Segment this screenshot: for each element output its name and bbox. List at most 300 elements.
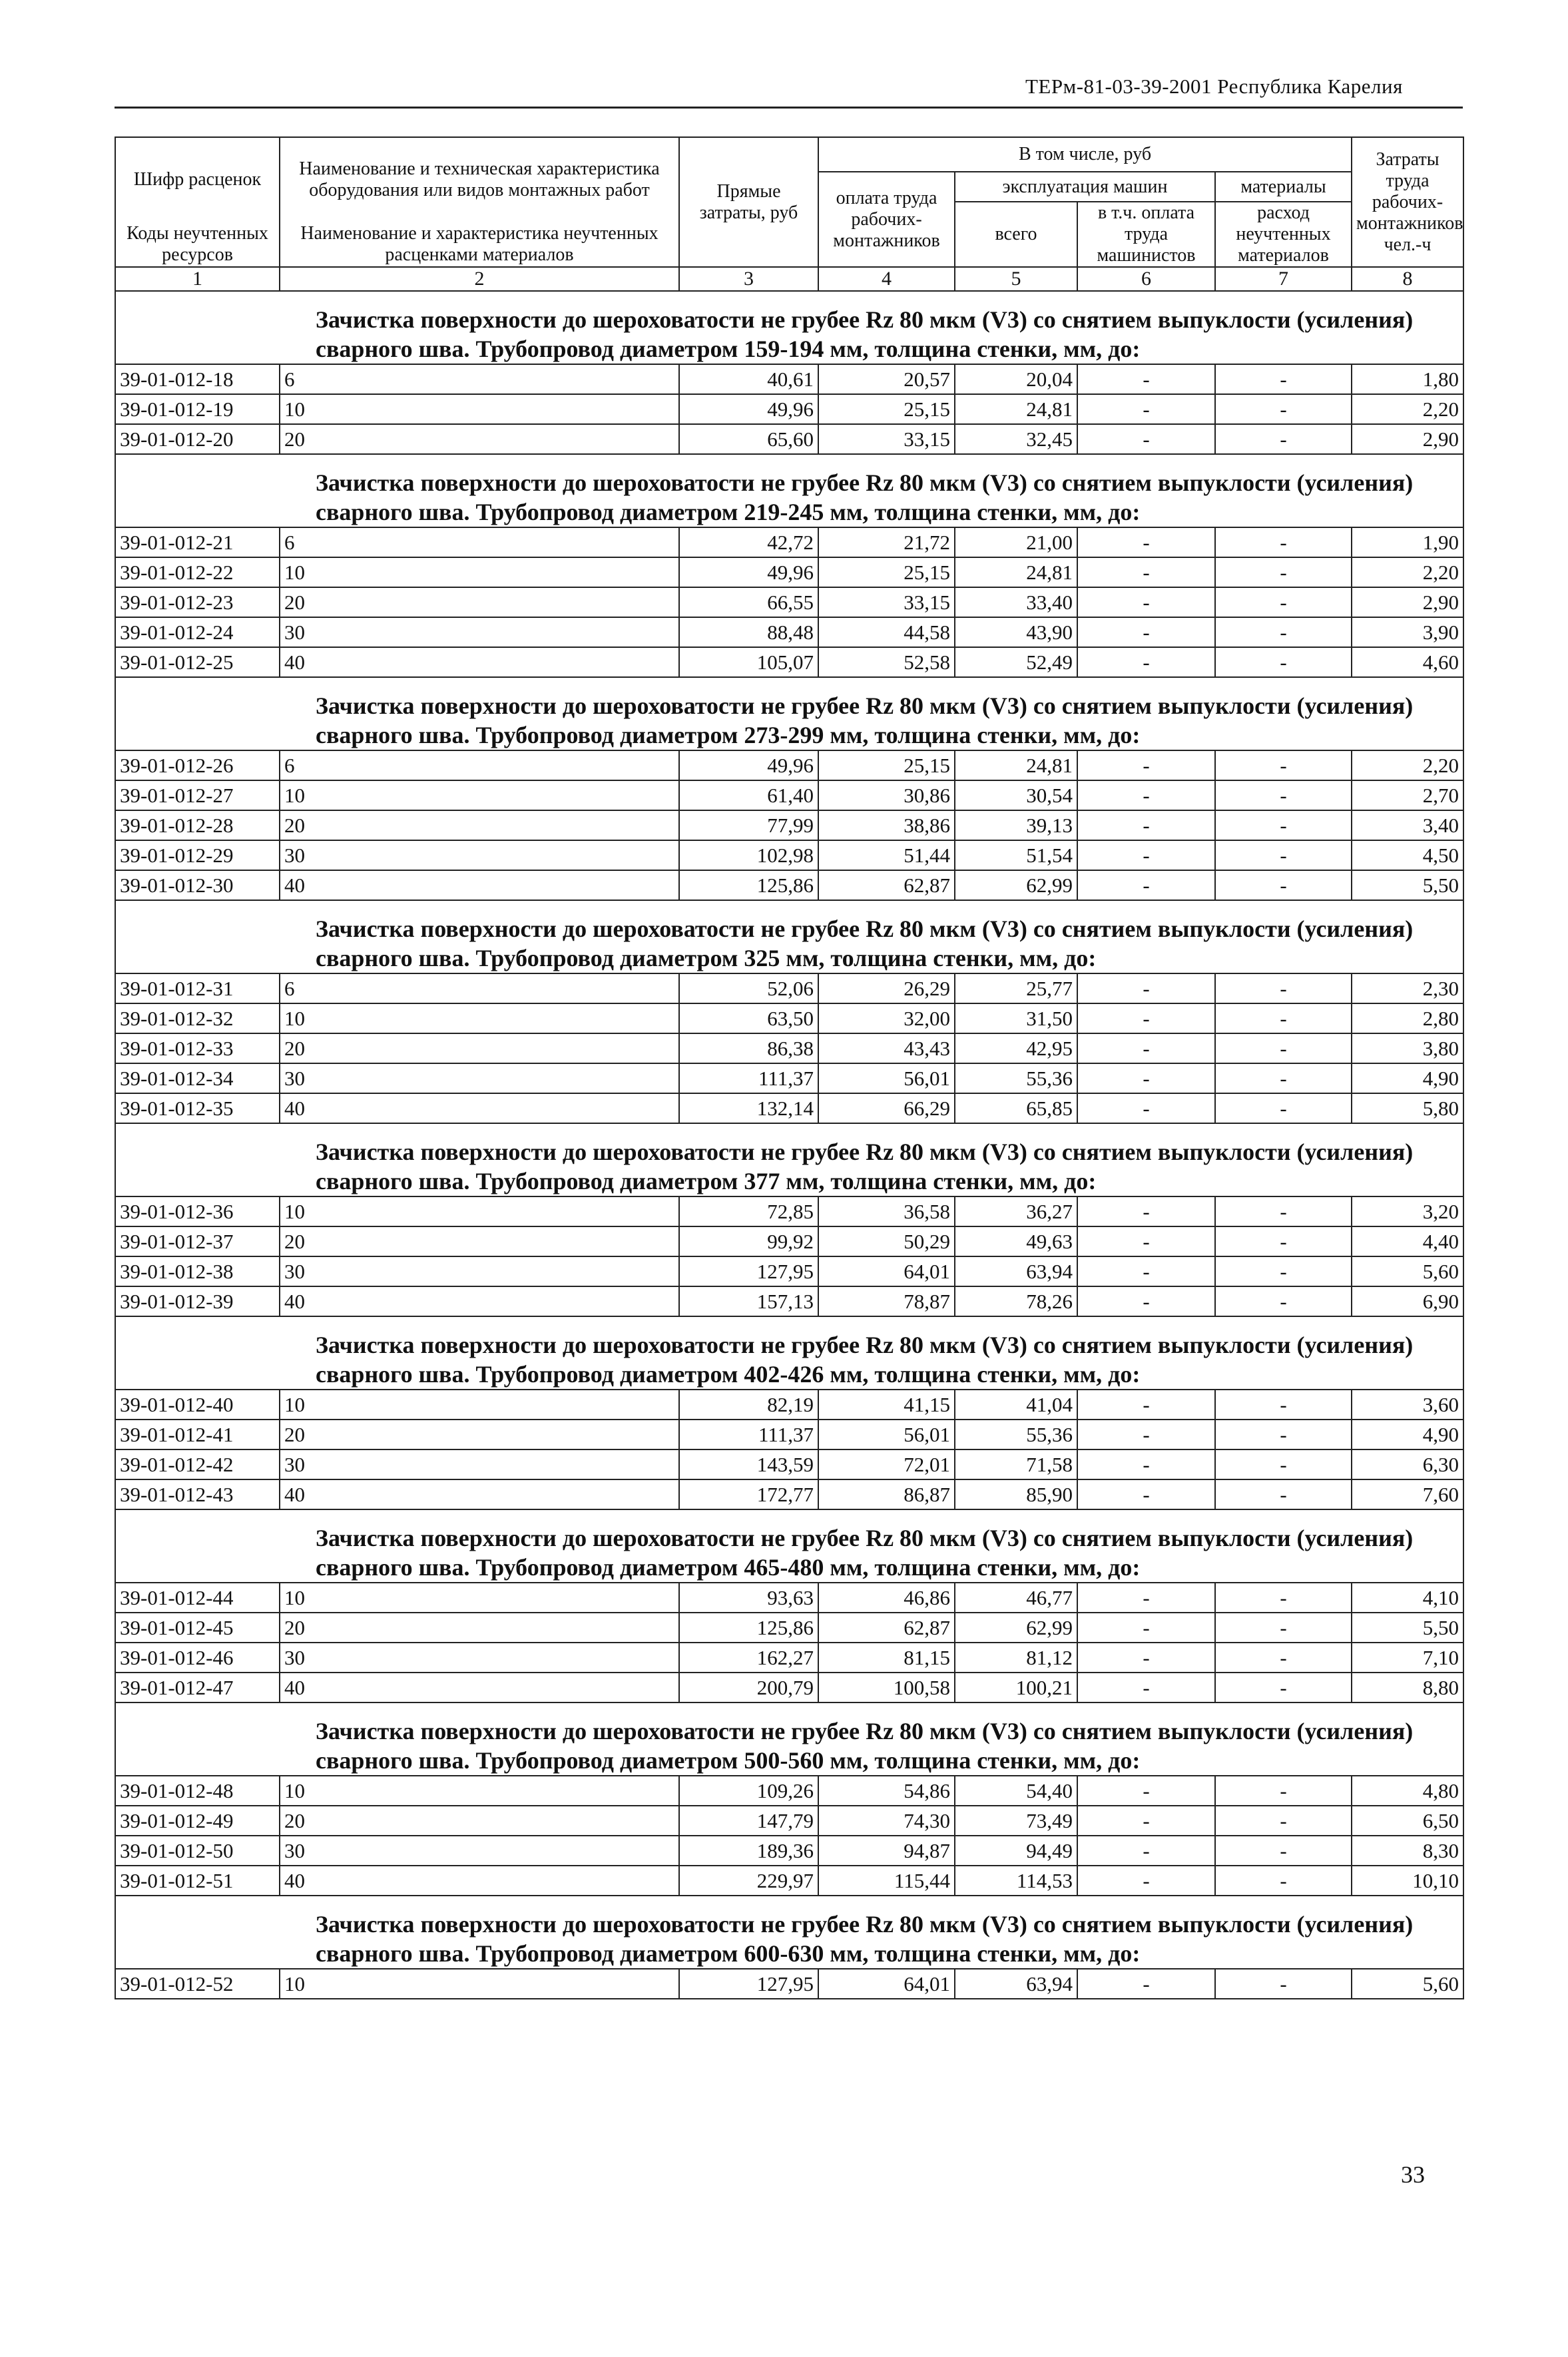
- direct-costs: 42,72: [679, 527, 818, 557]
- rate-code: 39-01-012-34: [115, 1063, 280, 1093]
- machinists-wage: -: [1077, 1583, 1215, 1613]
- rate-code: 39-01-012-48: [115, 1776, 280, 1806]
- header-labor: Затраты труда рабочих-монтажников чел.-ч: [1352, 137, 1463, 267]
- machinists-wage: -: [1077, 780, 1215, 810]
- rate-code: 39-01-012-45: [115, 1613, 280, 1643]
- rate-code: 39-01-012-20: [115, 424, 280, 454]
- labor-hours: 5,60: [1352, 1969, 1463, 1999]
- table-row: [115, 1093, 1463, 1123]
- table-row: [115, 1196, 1463, 1226]
- wall-thickness: 20: [280, 810, 679, 840]
- labor-hours: 10,10: [1352, 1866, 1463, 1896]
- machinists-wage: -: [1077, 557, 1215, 587]
- materials-use: -: [1215, 557, 1352, 587]
- machinists-wage: -: [1077, 527, 1215, 557]
- materials-use: -: [1215, 1583, 1352, 1613]
- labor-hours: 2,20: [1352, 557, 1463, 587]
- materials-use: -: [1215, 394, 1352, 424]
- header-direct-costs: Прямые затраты, руб: [679, 137, 818, 267]
- machines-total: 49,63: [955, 1226, 1077, 1256]
- labor-hours: 4,80: [1352, 1776, 1463, 1806]
- labor-hours: 5,80: [1352, 1093, 1463, 1123]
- wall-thickness: 40: [280, 1286, 679, 1316]
- direct-costs: 132,14: [679, 1093, 818, 1123]
- worker-wage: 33,15: [818, 424, 955, 454]
- section-heading-row: [115, 454, 1463, 527]
- machines-total: 33,40: [955, 587, 1077, 617]
- wall-thickness: 40: [280, 1673, 679, 1702]
- labor-hours: 4,60: [1352, 647, 1463, 677]
- rate-code: 39-01-012-50: [115, 1836, 280, 1866]
- materials-use: -: [1215, 870, 1352, 900]
- page-number: 33: [1401, 2161, 1425, 2188]
- machines-total: 62,99: [955, 870, 1077, 900]
- machines-total: 46,77: [955, 1583, 1077, 1613]
- direct-costs: 63,50: [679, 1003, 818, 1033]
- machines-total: 85,90: [955, 1479, 1077, 1509]
- wall-thickness: 30: [280, 1643, 679, 1673]
- labor-hours: 2,30: [1352, 973, 1463, 1003]
- worker-wage: 74,30: [818, 1806, 955, 1836]
- direct-costs: 40,61: [679, 364, 818, 394]
- labor-hours: 6,90: [1352, 1286, 1463, 1316]
- wall-thickness: 10: [280, 780, 679, 810]
- table-row: [115, 1226, 1463, 1256]
- machinists-wage: -: [1077, 1093, 1215, 1123]
- worker-wage: 32,00: [818, 1003, 955, 1033]
- materials-use: -: [1215, 1286, 1352, 1316]
- machinists-wage: -: [1077, 1420, 1215, 1449]
- machinists-wage: -: [1077, 1286, 1215, 1316]
- machines-total: 36,27: [955, 1196, 1077, 1226]
- table-row: [115, 587, 1463, 617]
- column-number: 4: [818, 267, 955, 291]
- direct-costs: 127,95: [679, 1969, 818, 1999]
- direct-costs: 49,96: [679, 750, 818, 780]
- worker-wage: 54,86: [818, 1776, 955, 1806]
- column-number: 3: [679, 267, 818, 291]
- machinists-wage: -: [1077, 1776, 1215, 1806]
- materials-use: -: [1215, 1643, 1352, 1673]
- machines-total: 81,12: [955, 1643, 1077, 1673]
- table-row: [115, 870, 1463, 900]
- header-materials-use: расход неучтенных материалов: [1215, 202, 1352, 267]
- machinists-wage: -: [1077, 870, 1215, 900]
- labor-hours: 3,90: [1352, 617, 1463, 647]
- machinists-wage: -: [1077, 1613, 1215, 1643]
- direct-costs: 125,86: [679, 870, 818, 900]
- section-title: Зачистка поверхности до шероховатости не грубее Rz 80 мкм (V3) со снятием выпуклости (усиления) сварного шва. Трубопровод диаметром 325 мм, толщина стенки, мм, до:: [316, 916, 1414, 971]
- materials-use: -: [1215, 973, 1352, 1003]
- machines-total: 62,99: [955, 1613, 1077, 1643]
- rate-code: 39-01-012-37: [115, 1226, 280, 1256]
- worker-wage: 30,86: [818, 780, 955, 810]
- machinists-wage: -: [1077, 587, 1215, 617]
- rate-code: 39-01-012-43: [115, 1479, 280, 1509]
- wall-thickness: 10: [280, 1390, 679, 1420]
- section-heading-row: [115, 1509, 1463, 1583]
- direct-costs: 111,37: [679, 1420, 818, 1449]
- wall-thickness: 40: [280, 1479, 679, 1509]
- machinists-wage: -: [1077, 1390, 1215, 1420]
- column-number: 6: [1077, 267, 1215, 291]
- worker-wage: 46,86: [818, 1583, 955, 1613]
- table-header: [115, 137, 1463, 291]
- machines-total: 55,36: [955, 1063, 1077, 1093]
- rate-code: 39-01-012-36: [115, 1196, 280, 1226]
- rate-code: 39-01-012-18: [115, 364, 280, 394]
- labor-hours: 2,90: [1352, 587, 1463, 617]
- direct-costs: 111,37: [679, 1063, 818, 1093]
- table-row: [115, 1063, 1463, 1093]
- direct-costs: 99,92: [679, 1226, 818, 1256]
- header-code: Шифр расценок: [115, 137, 280, 222]
- machinists-wage: -: [1077, 1226, 1215, 1256]
- section-heading-row: [115, 1316, 1463, 1390]
- worker-wage: 81,15: [818, 1643, 955, 1673]
- machines-total: 30,54: [955, 780, 1077, 810]
- machines-total: 24,81: [955, 750, 1077, 780]
- table-row: [115, 1613, 1463, 1643]
- wall-thickness: 40: [280, 647, 679, 677]
- direct-costs: 162,27: [679, 1643, 818, 1673]
- rate-code: 39-01-012-19: [115, 394, 280, 424]
- machines-total: 42,95: [955, 1033, 1077, 1063]
- direct-costs: 49,96: [679, 394, 818, 424]
- worker-wage: 62,87: [818, 1613, 955, 1643]
- worker-wage: 21,72: [818, 527, 955, 557]
- labor-hours: 8,30: [1352, 1836, 1463, 1866]
- wall-thickness: 6: [280, 527, 679, 557]
- direct-costs: 61,40: [679, 780, 818, 810]
- labor-hours: 5,50: [1352, 1613, 1463, 1643]
- section-heading-row: [115, 1123, 1463, 1196]
- materials-use: -: [1215, 1420, 1352, 1449]
- materials-use: -: [1215, 750, 1352, 780]
- materials-use: -: [1215, 1256, 1352, 1286]
- materials-use: -: [1215, 647, 1352, 677]
- direct-costs: 229,97: [679, 1866, 818, 1896]
- worker-wage: 25,15: [818, 557, 955, 587]
- labor-hours: 4,40: [1352, 1226, 1463, 1256]
- table-row: [115, 1390, 1463, 1420]
- machines-total: 20,04: [955, 364, 1077, 394]
- table-row: [115, 364, 1463, 394]
- machines-total: 94,49: [955, 1836, 1077, 1866]
- materials-use: -: [1215, 1479, 1352, 1509]
- labor-hours: 8,80: [1352, 1673, 1463, 1702]
- labor-hours: 4,10: [1352, 1583, 1463, 1613]
- section-heading-row: [115, 677, 1463, 750]
- rates-table: [115, 136, 1464, 1999]
- section-title: Зачистка поверхности до шероховатости не грубее Rz 80 мкм (V3) со снятием выпуклости (усиления) сварного шва. Трубопровод диаметром 273-299 мм, толщина стенки, мм, до:: [316, 692, 1414, 748]
- materials-use: -: [1215, 587, 1352, 617]
- materials-use: -: [1215, 1226, 1352, 1256]
- labor-hours: 2,20: [1352, 394, 1463, 424]
- table-row: [115, 1033, 1463, 1063]
- machinists-wage: -: [1077, 1806, 1215, 1836]
- section-title: Зачистка поверхности до шероховатости не грубее Rz 80 мкм (V3) со снятием выпуклости (усиления) сварного шва. Трубопровод диаметром 377 мм, толщина стенки, мм, до:: [316, 1139, 1414, 1194]
- table-row: [115, 1969, 1463, 1999]
- materials-use: -: [1215, 364, 1352, 394]
- worker-wage: 100,58: [818, 1673, 955, 1702]
- worker-wage: 51,44: [818, 840, 955, 870]
- section-title: Зачистка поверхности до шероховатости не грубее Rz 80 мкм (V3) со снятием выпуклости (усиления) сварного шва. Трубопровод диаметром 402-426 мм, толщина стенки, мм, до:: [316, 1332, 1414, 1388]
- table-body: [115, 291, 1463, 1999]
- table-row: [115, 1806, 1463, 1836]
- machinists-wage: -: [1077, 424, 1215, 454]
- machines-total: 24,81: [955, 394, 1077, 424]
- materials-use: -: [1215, 1969, 1352, 1999]
- materials-use: -: [1215, 1449, 1352, 1479]
- labor-hours: 1,90: [1352, 527, 1463, 557]
- labor-hours: 2,90: [1352, 424, 1463, 454]
- direct-costs: 127,95: [679, 1256, 818, 1286]
- rate-code: 39-01-012-29: [115, 840, 280, 870]
- header-rule: [115, 107, 1463, 109]
- table-row: [115, 527, 1463, 557]
- worker-wage: 62,87: [818, 870, 955, 900]
- direct-costs: 72,85: [679, 1196, 818, 1226]
- table-row: [115, 973, 1463, 1003]
- materials-use: -: [1215, 1196, 1352, 1226]
- machinists-wage: -: [1077, 1063, 1215, 1093]
- machines-total: 51,54: [955, 840, 1077, 870]
- rate-code: 39-01-012-27: [115, 780, 280, 810]
- worker-wage: 25,15: [818, 394, 955, 424]
- table-row: [115, 1256, 1463, 1286]
- machines-total: 71,58: [955, 1449, 1077, 1479]
- labor-hours: 2,80: [1352, 1003, 1463, 1033]
- header-material-names: Наименование и характеристика неучтенных расценками материалов: [280, 222, 679, 267]
- wall-thickness: 20: [280, 1033, 679, 1063]
- header-name: Наименование и техническая характеристика оборудования или видов монтажных работ: [280, 137, 679, 222]
- worker-wage: 26,29: [818, 973, 955, 1003]
- machines-total: 100,21: [955, 1673, 1077, 1702]
- section-heading-cell: [115, 1123, 1463, 1196]
- labor-hours: 4,50: [1352, 840, 1463, 870]
- table-row: [115, 1449, 1463, 1479]
- machines-total: 55,36: [955, 1420, 1077, 1449]
- machines-total: 24,81: [955, 557, 1077, 587]
- rate-code: 39-01-012-30: [115, 870, 280, 900]
- machines-total: 114,53: [955, 1866, 1077, 1896]
- direct-costs: 200,79: [679, 1673, 818, 1702]
- machinists-wage: -: [1077, 1449, 1215, 1479]
- machinists-wage: -: [1077, 750, 1215, 780]
- labor-hours: 5,60: [1352, 1256, 1463, 1286]
- column-number: 8: [1352, 267, 1463, 291]
- section-title: Зачистка поверхности до шероховатости не грубее Rz 80 мкм (V3) со снятием выпуклости (усиления) сварного шва. Трубопровод диаметром 219-245 мм, толщина стенки, мм, до:: [316, 469, 1414, 525]
- wall-thickness: 10: [280, 557, 679, 587]
- materials-use: -: [1215, 424, 1352, 454]
- wall-thickness: 10: [280, 1583, 679, 1613]
- machinists-wage: -: [1077, 394, 1215, 424]
- wall-thickness: 30: [280, 840, 679, 870]
- worker-wage: 38,86: [818, 810, 955, 840]
- wall-thickness: 20: [280, 1226, 679, 1256]
- table-row: [115, 1583, 1463, 1613]
- direct-costs: 189,36: [679, 1836, 818, 1866]
- machinists-wage: -: [1077, 1479, 1215, 1509]
- header-resource-codes: Коды неучтенных ресурсов: [115, 222, 280, 267]
- worker-wage: 86,87: [818, 1479, 955, 1509]
- machinists-wage: -: [1077, 1196, 1215, 1226]
- table-row: [115, 424, 1463, 454]
- wall-thickness: 30: [280, 1836, 679, 1866]
- wall-thickness: 6: [280, 750, 679, 780]
- machines-total: 73,49: [955, 1806, 1077, 1836]
- table-row: [115, 1643, 1463, 1673]
- header-machines-group: эксплуатация машин: [955, 172, 1215, 202]
- worker-wage: 50,29: [818, 1226, 955, 1256]
- section-heading-cell: [115, 1702, 1463, 1776]
- labor-hours: 6,50: [1352, 1806, 1463, 1836]
- direct-costs: 105,07: [679, 647, 818, 677]
- wall-thickness: 40: [280, 870, 679, 900]
- wall-thickness: 30: [280, 617, 679, 647]
- table-row: [115, 1866, 1463, 1896]
- wall-thickness: 40: [280, 1866, 679, 1896]
- table-row: [115, 647, 1463, 677]
- materials-use: -: [1215, 1003, 1352, 1033]
- wall-thickness: 20: [280, 1806, 679, 1836]
- machines-total: 65,85: [955, 1093, 1077, 1123]
- rate-code: 39-01-012-42: [115, 1449, 280, 1479]
- header-group-including: В том числе, руб: [818, 137, 1352, 172]
- section-heading-cell: [115, 1509, 1463, 1583]
- document-title: ТЕРм-81-03-39-2001 Республика Карелия: [1025, 75, 1403, 98]
- machinists-wage: -: [1077, 647, 1215, 677]
- wall-thickness: 10: [280, 394, 679, 424]
- table-row: [115, 840, 1463, 870]
- materials-use: -: [1215, 840, 1352, 870]
- rate-code: 39-01-012-21: [115, 527, 280, 557]
- direct-costs: 172,77: [679, 1479, 818, 1509]
- materials-use: -: [1215, 1673, 1352, 1702]
- wall-thickness: 20: [280, 1420, 679, 1449]
- column-number: 2: [280, 267, 679, 291]
- column-numbers-row: [115, 267, 1463, 291]
- worker-wage: 44,58: [818, 617, 955, 647]
- worker-wage: 56,01: [818, 1420, 955, 1449]
- table-row: [115, 1479, 1463, 1509]
- section-heading-cell: [115, 1896, 1463, 1969]
- machinists-wage: -: [1077, 1969, 1215, 1999]
- machines-total: 63,94: [955, 1256, 1077, 1286]
- direct-costs: 65,60: [679, 424, 818, 454]
- rate-code: 39-01-012-33: [115, 1033, 280, 1063]
- machines-total: 63,94: [955, 1969, 1077, 1999]
- machines-total: 25,77: [955, 973, 1077, 1003]
- worker-wage: 66,29: [818, 1093, 955, 1123]
- rate-code: 39-01-012-38: [115, 1256, 280, 1286]
- wall-thickness: 40: [280, 1093, 679, 1123]
- column-number: 1: [115, 267, 280, 291]
- materials-use: -: [1215, 1806, 1352, 1836]
- rate-code: 39-01-012-41: [115, 1420, 280, 1449]
- table-row: [115, 1673, 1463, 1702]
- table-row: [115, 1776, 1463, 1806]
- machinists-wage: -: [1077, 617, 1215, 647]
- table-row: [115, 750, 1463, 780]
- machines-total: 43,90: [955, 617, 1077, 647]
- direct-costs: 125,86: [679, 1613, 818, 1643]
- table-row: [115, 557, 1463, 587]
- section-heading-cell: [115, 454, 1463, 527]
- direct-costs: 157,13: [679, 1286, 818, 1316]
- machinists-wage: -: [1077, 1643, 1215, 1673]
- table-row: [115, 1420, 1463, 1449]
- direct-costs: 109,26: [679, 1776, 818, 1806]
- labor-hours: 3,60: [1352, 1390, 1463, 1420]
- machinists-wage: -: [1077, 810, 1215, 840]
- worker-wage: 72,01: [818, 1449, 955, 1479]
- worker-wage: 33,15: [818, 587, 955, 617]
- labor-hours: 4,90: [1352, 1063, 1463, 1093]
- worker-wage: 43,43: [818, 1033, 955, 1063]
- header-wage: оплата труда рабочих-монтажников: [818, 172, 955, 267]
- labor-hours: 7,60: [1352, 1479, 1463, 1509]
- rate-code: 39-01-012-46: [115, 1643, 280, 1673]
- wall-thickness: 10: [280, 1969, 679, 1999]
- rate-code: 39-01-012-31: [115, 973, 280, 1003]
- wall-thickness: 30: [280, 1449, 679, 1479]
- machines-total: 21,00: [955, 527, 1077, 557]
- header-materials-group: материалы: [1215, 172, 1352, 202]
- machinists-wage: -: [1077, 840, 1215, 870]
- wall-thickness: 20: [280, 1613, 679, 1643]
- wall-thickness: 30: [280, 1063, 679, 1093]
- labor-hours: 6,30: [1352, 1449, 1463, 1479]
- table-row: [115, 1836, 1463, 1866]
- direct-costs: 77,99: [679, 810, 818, 840]
- machines-total: 39,13: [955, 810, 1077, 840]
- labor-hours: 2,70: [1352, 780, 1463, 810]
- materials-use: -: [1215, 1063, 1352, 1093]
- materials-use: -: [1215, 1093, 1352, 1123]
- materials-use: -: [1215, 1776, 1352, 1806]
- rate-code: 39-01-012-52: [115, 1969, 280, 1999]
- section-title: Зачистка поверхности до шероховатости не грубее Rz 80 мкм (V3) со снятием выпуклости (усиления) сварного шва. Трубопровод диаметром 600-630 мм, толщина стенки, мм, до:: [316, 1911, 1414, 1967]
- direct-costs: 143,59: [679, 1449, 818, 1479]
- worker-wage: 56,01: [818, 1063, 955, 1093]
- machinists-wage: -: [1077, 1836, 1215, 1866]
- direct-costs: 49,96: [679, 557, 818, 587]
- header-machines-total: всего: [955, 202, 1077, 267]
- direct-costs: 93,63: [679, 1583, 818, 1613]
- materials-use: -: [1215, 1390, 1352, 1420]
- section-heading-cell: [115, 900, 1463, 973]
- wall-thickness: 20: [280, 587, 679, 617]
- machinists-wage: -: [1077, 364, 1215, 394]
- rate-code: 39-01-012-40: [115, 1390, 280, 1420]
- labor-hours: 4,90: [1352, 1420, 1463, 1449]
- materials-use: -: [1215, 1033, 1352, 1063]
- section-heading-cell: [115, 291, 1463, 364]
- worker-wage: 41,15: [818, 1390, 955, 1420]
- rate-code: 39-01-012-25: [115, 647, 280, 677]
- worker-wage: 78,87: [818, 1286, 955, 1316]
- materials-use: -: [1215, 810, 1352, 840]
- table-row: [115, 394, 1463, 424]
- section-heading-cell: [115, 677, 1463, 750]
- direct-costs: 66,55: [679, 587, 818, 617]
- worker-wage: 52,58: [818, 647, 955, 677]
- wall-thickness: 20: [280, 424, 679, 454]
- wall-thickness: 10: [280, 1776, 679, 1806]
- rate-code: 39-01-012-28: [115, 810, 280, 840]
